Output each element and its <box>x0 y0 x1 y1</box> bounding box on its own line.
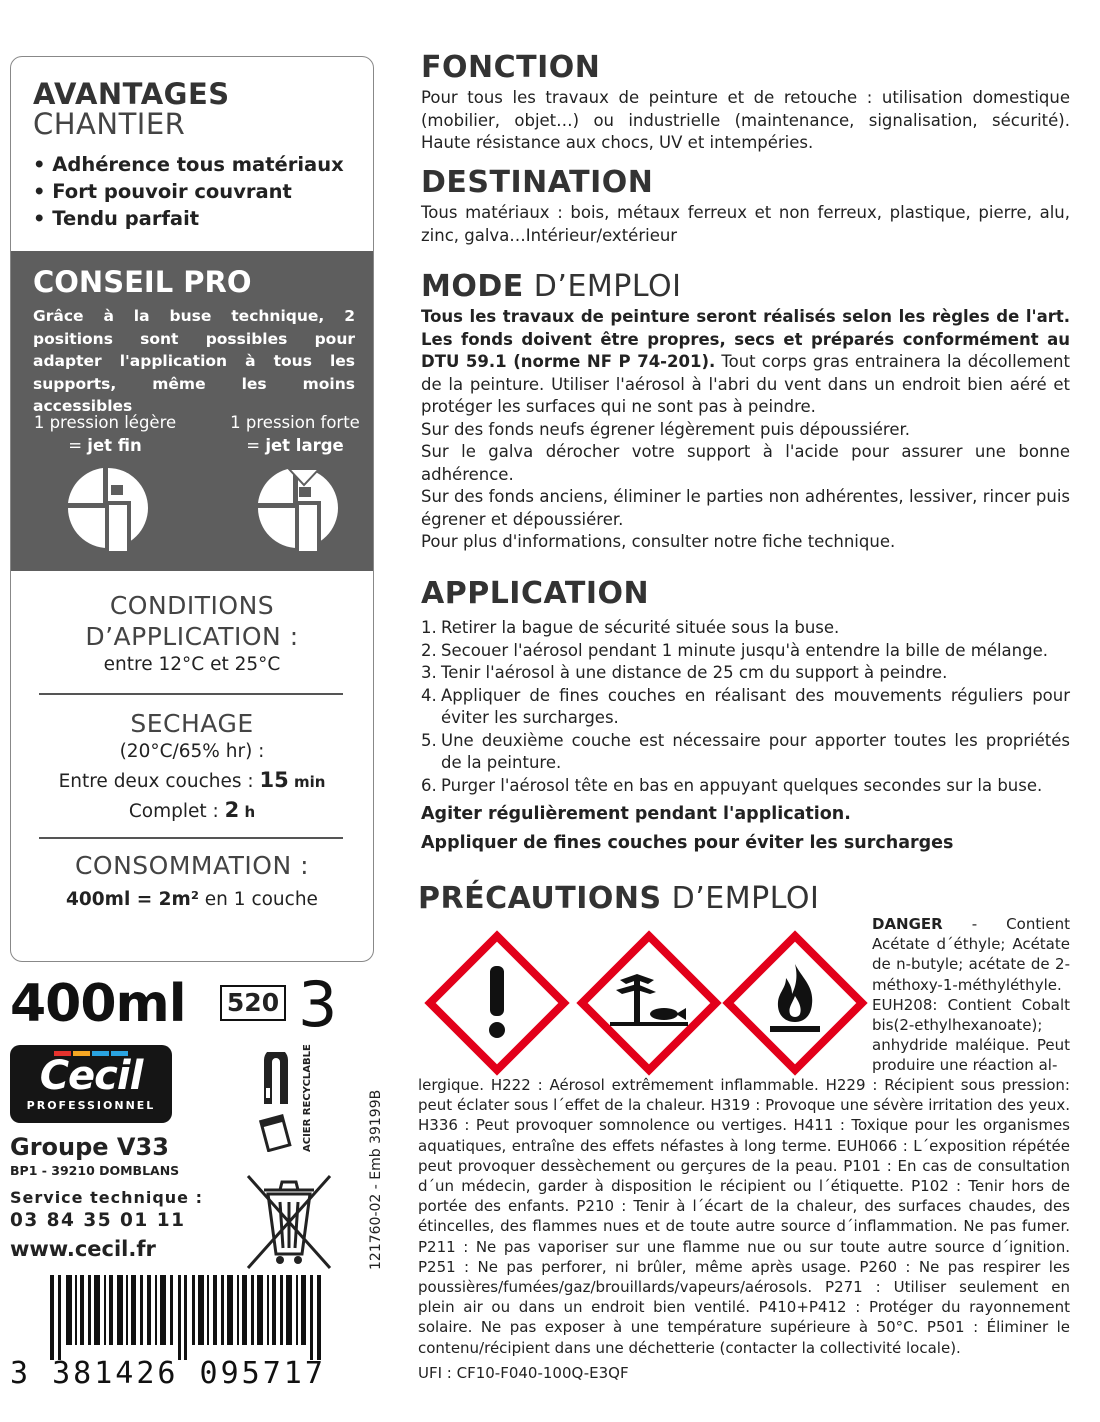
application-steps <box>421 617 1070 797</box>
sechage-subtitle: (20°C/65% hr) : <box>119 741 265 762</box>
environment-hazard-icon <box>576 930 722 1076</box>
emb-code: 121760-02 - Emb 39199B <box>368 1089 384 1270</box>
list-item: • Adhérence tous matériaux <box>33 151 344 178</box>
website-link[interactable]: www.cecil.fr <box>10 1237 156 1261</box>
sechage-line1: Entre deux couches : 15 min <box>58 768 326 792</box>
list-item: 1. Retirer la bague de sécurité située sous la buse. <box>421 618 840 637</box>
sechage-line2: Complet : 2 h <box>128 798 256 822</box>
sechage-section <box>11 709 373 826</box>
divider <box>39 693 343 695</box>
conditions-text: entre 12°C et 25°C <box>103 654 281 675</box>
product-code: 520 <box>220 985 286 1021</box>
destination-title: DESTINATION <box>421 165 654 200</box>
conditions-title: CONDITIONS <box>109 591 275 620</box>
avantages-list <box>33 151 344 232</box>
chantier-title: CHANTIER <box>33 107 186 141</box>
list-item: 5. Une deuxième couche est nécessaire pour apporter toutes les propriétés de la peinture. <box>421 730 1070 772</box>
consommation-section <box>11 851 373 914</box>
mode-emploi-text: Tous les travaux de peinture seront réalisés selon les règles de l'art. Les fonds doivent être propres, secs et préparés conformément au DTU 59.1 (norme NF P 74-201). Tout corps gras entrainera la décollement de la peinture. Utiliser l'aérosol à l'abri du vent dans un endroit bien aéré et protéger les surfaces qui ne sont pas à peindre. Sur des fonds neufs égrener légèrement puis dépoussiérer. Sur le galva dérocher votre support à l'acide pour assurer une bonne adhérence. Sur des fonds anciens, éliminer le parties non adhérentes, lessiver, rincer puis égrener et dépoussiérer. Pour plus d'informations, consulter notre fiche technique. <box>421 307 1070 551</box>
jet-fin-label: 1 pression légère = jet fin <box>33 413 177 455</box>
precautions-text: lergique. H222 : Aérosol extrêmement inflammable. H229 : Récipient sous pression: peut éclater sous l´effet de la chaleur. H319 : Provoque une sévère irritation des yeux. H336 : Peut provoquer somnolence ou vertiges. H411 : Toxique pour les organismes aquatiques, entraîne des effets néfastes à long terme. EUH066 : L´exposition répétée peut provoquer dessèchement ou gerçures de la peau. P101 : En cas de consultation d´un médecin, garder à disposition le récipient ou l´étiquette. P102 : Tenir hors de portée des enfants. P210 : Tenir à l´écart de la chaleur, des surfaces chaudes, des étincelles, des flammes nues et de toute autre source d´inflammation. Ne pas fumer. P211 : Ne pas vaporiser sur une flamme nue ou sur toute autre source d´ignition. P251 : Ne pas perforer, ni brûler, même après usage. P260 : Ne pas respirer les poussières/fumées/gaz/brouillards/vapeurs/aérosols. P271 : Utiliser seulement en plein air ou dans un endroit bien ventilé. P410+P412 : Protéger du rayonnement solaire. Ne pas exposer à une température supérieure à 50°C. P501 : Éliminer le contenu/récipient dans une déchetterie (contacter la collectivité locale). <box>418 1076 1070 1357</box>
flammable-hazard-icon <box>722 930 868 1076</box>
cecil-logo <box>10 1045 172 1123</box>
application-note-2: Appliquer de fines couches pour éviter les surcharges <box>421 833 954 853</box>
application-title: APPLICATION <box>421 576 650 611</box>
barcode-number: 3 381426 095717 <box>10 1356 326 1391</box>
ufi-code: UFI : CF10-F040-100Q-E3QF <box>418 1364 629 1382</box>
steel-recycle-icon <box>256 1052 296 1152</box>
service-label: Service technique : <box>10 1188 203 1207</box>
volume: 400ml <box>10 974 186 1034</box>
conseil-pro-panel <box>11 251 373 571</box>
crossed-bin-icon <box>240 1168 336 1272</box>
mode-emploi-title: MODE D’EMPLOI <box>421 269 682 304</box>
avantages-title: AVANTAGES <box>33 77 230 111</box>
brand-name: Cecil <box>39 1053 143 1099</box>
list-item: 3. Tenir l'aérosol à une distance de 25 cm du support à peindre. <box>421 663 948 682</box>
application-title: D’APPLICATION : <box>85 622 299 651</box>
digit-mark: 3 <box>298 968 338 1041</box>
list-item: • Fort pouvoir couvrant <box>33 178 344 205</box>
destination-text: Tous matériaux : bois, métaux ferreux et non ferreux, plastique, pierre, alu, zinc, galva…Intérieur/extérieur <box>421 203 1070 245</box>
jet-fin-icon <box>65 465 151 551</box>
precautions-title: PRÉCAUTIONS D’EMPLOI <box>418 881 820 916</box>
list-item: • Tendu parfait <box>33 205 344 232</box>
conditions-section <box>11 591 373 679</box>
fonction-title: FONCTION <box>421 50 601 85</box>
application-note-1: Agiter régulièrement pendant l'application. <box>421 804 851 824</box>
divider <box>39 837 343 839</box>
danger-text: DANGER - Contient Acétate d´éthyle; Acétate de n-butyle; acétate de 2-méthoxy-1-méthyléthyle. EUH208: Contient Cobalt bis(2-ethylhexanoate); anhydride maléique. Peut produire une réaction al- <box>872 915 1070 1075</box>
sechage-title: SECHAGE <box>130 709 254 738</box>
consommation-value: 400ml = 2m² en 1 couche <box>66 889 318 910</box>
brand-subtitle: PROFESSIONNEL <box>26 1099 156 1112</box>
consommation-title: CONSOMMATION : <box>74 851 310 880</box>
barcode <box>10 1275 355 1360</box>
conseil-pro-title: CONSEIL PRO <box>33 265 252 299</box>
exclamation-hazard-icon <box>424 930 570 1076</box>
address: BP1 - 39210 DOMBLANS <box>10 1163 180 1178</box>
list-item: 4. Appliquer de fines couches en réalisant des mouvements réguliers pour éviter les surcharges. <box>421 685 1070 727</box>
list-item: 2. Secouer l'aérosol pendant 1 minute jusqu'à entendre la bille de mélange. <box>421 640 1048 660</box>
jet-large-icon <box>255 465 341 551</box>
left-info-panel <box>10 56 374 962</box>
list-item: 6. Purger l'aérosol tête en bas en appuyant quelques secondes sur la buse. <box>421 775 1043 795</box>
fonction-text: Pour tous les travaux de peinture et de retouche : utilisation domestique (mobilier, objet…) ou industrielle (maintenance, signalisation, sécurité). Haute résistance aux chocs, UV et intempéries. <box>421 88 1070 152</box>
group-name: Groupe V33 <box>10 1133 169 1161</box>
jet-large-label: 1 pression forte = jet large <box>230 413 360 455</box>
phone-number: 03 84 35 01 11 <box>10 1210 186 1231</box>
conseil-pro-text: Grâce à la buse technique, 2 positions sont possibles pour adapter l'application à tous les supports, même les moins accessibles <box>33 307 355 415</box>
recycle-label: ACIER RECYCLABLE <box>302 1044 313 1152</box>
